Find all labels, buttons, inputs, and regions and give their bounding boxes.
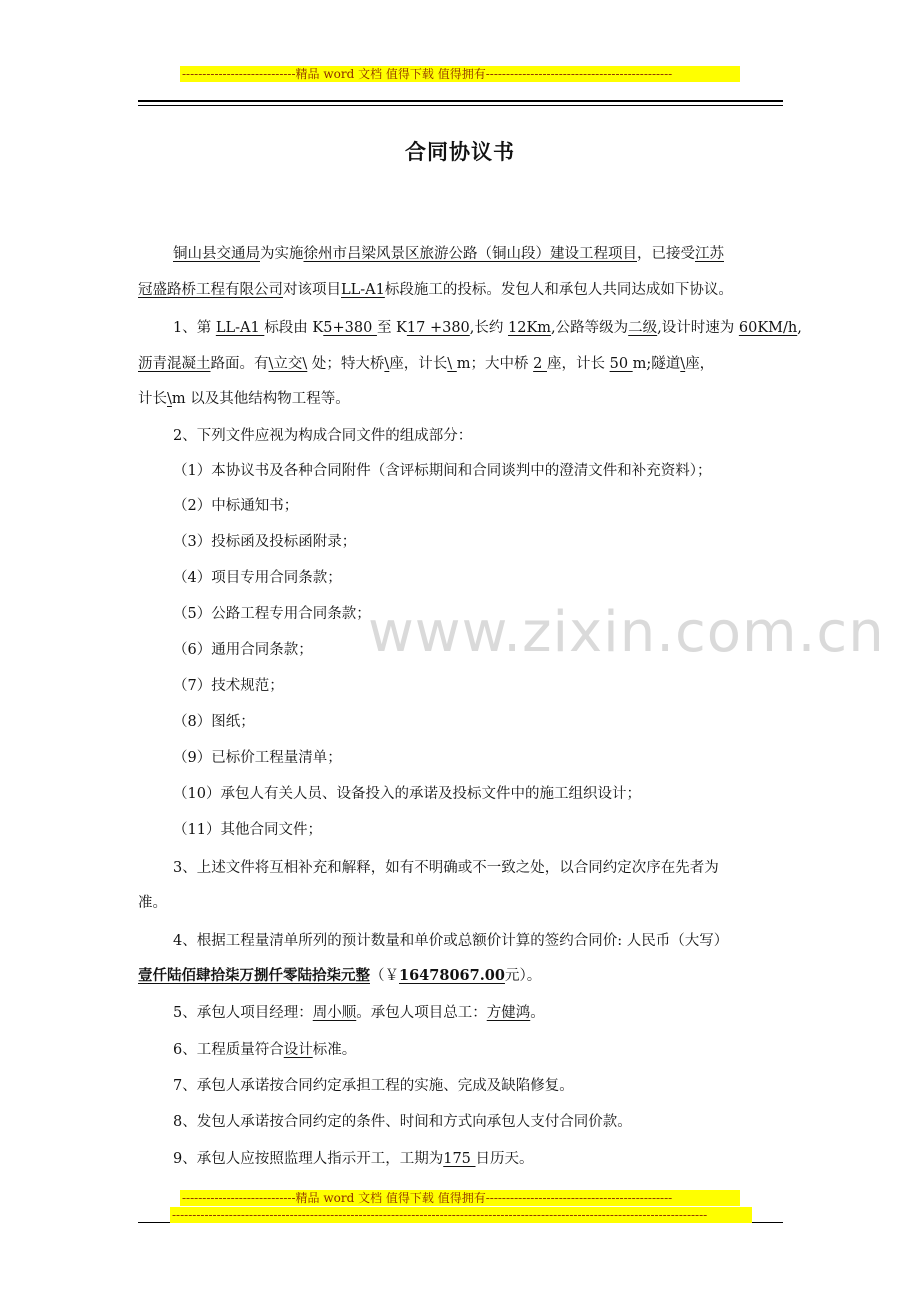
doc-item: （5）公路工程专用合同条款； [173, 606, 371, 622]
document-title: 合同协议书 [405, 140, 515, 164]
doc-item: （6）通用合同条款； [173, 642, 313, 658]
item4-line-1: 4、根据工程量清单所列的预计数量和单价或总额价计算的签约合同价: 人民币（大写） [173, 933, 729, 949]
project-manager: 周小顺 [312, 1005, 357, 1021]
header-rule-thick [138, 100, 783, 102]
intro-line-1: 铜山县交通局为实施徐州市吕梁风景区旅游公路（铜山段）建设工程项目，已接受江苏 [173, 246, 724, 262]
item4-line-2: 壹仟陆佰肆拾柒万捌仟零陆拾柒元整（￥16478067.00元）。 [138, 967, 542, 984]
doc-item: （11）其他合同文件； [173, 822, 322, 838]
item3-line-1: 3、上述文件将互相补充和解释，如有不明确或不一致之处，以合同约定次序在先者为 [173, 860, 719, 876]
item3-line-2: 准。 [138, 895, 167, 911]
watermark: www.zixin.com.cn [368, 600, 885, 665]
item7: 7、承包人承诺按合同约定承担工程的实施、完成及缺陷修复。 [173, 1078, 574, 1094]
item6: 6、工程质量符合设计标准。 [173, 1042, 357, 1058]
doc-item: （8）图纸； [173, 714, 255, 730]
item1-line-3: 计长\m 以及其他结构物工程等。 [138, 391, 350, 407]
item8: 8、发包人承诺按合同约定的条件、时间和方式向承包人支付合同价款。 [173, 1114, 632, 1130]
doc-item: （9）已标价工程量清单； [173, 750, 342, 766]
footer-banner-1: ----------------------------精品 word 文档 值得下载 值得拥有---------------------------------------------- [180, 1190, 740, 1206]
item1-line-2: 沥青混凝土路面。有\立交\ 处；特大桥\座，计长\ m；大中桥 2 座，计长 50 m;隧道\座， [138, 356, 715, 372]
footer-banner-2: ------------------------------------------------------------------------------------------------------------------------------------ [170, 1207, 752, 1223]
contract-price-number: 16478067.00 [399, 967, 505, 984]
duration-days: 175 [443, 1151, 476, 1167]
header-banner: ----------------------------精品 word 文档 值得下载 值得拥有---------------------------------------------- [180, 66, 740, 82]
item1-line-1: 1、第 LL-A1 标段由 K5+380 至 K17 +380,长约 12Km,公路等级为二级,设计时速为 60KM/h, [173, 320, 802, 336]
doc-item: （1）本协议书及各种合同附件（含评标期间和合同谈判中的澄清文件和补充资料）； [173, 463, 712, 479]
doc-item: （3）投标函及投标函附录； [173, 534, 357, 550]
item9: 9、承包人应按照监理人指示开工，工期为175 日历天。 [173, 1151, 534, 1167]
header-rule-thin [138, 105, 783, 106]
intro-line-2: 冠盛路桥工程有限公司对该项目LL-A1标段施工的投标。发包人和承包人共同达成如下协议。 [138, 282, 733, 298]
doc-item: （4）项目专用合同条款； [173, 570, 342, 586]
contract-price-words: 壹仟陆佰肆拾柒万捌仟零陆拾柒元整 [138, 967, 370, 984]
doc-item: （7）技术规范； [173, 678, 284, 694]
chief-engineer: 方健鸿 [486, 1005, 531, 1021]
item5: 5、承包人项目经理：周小顺。承包人项目总工：方健鸿。 [173, 1005, 545, 1021]
item2: 2、下列文件应视为构成合同文件的组成部分： [173, 428, 473, 444]
doc-item: （10）承包人有关人员、设备投入的承诺及投标文件中的施工组织设计； [173, 786, 641, 802]
doc-item: （2）中标通知书； [173, 498, 299, 514]
